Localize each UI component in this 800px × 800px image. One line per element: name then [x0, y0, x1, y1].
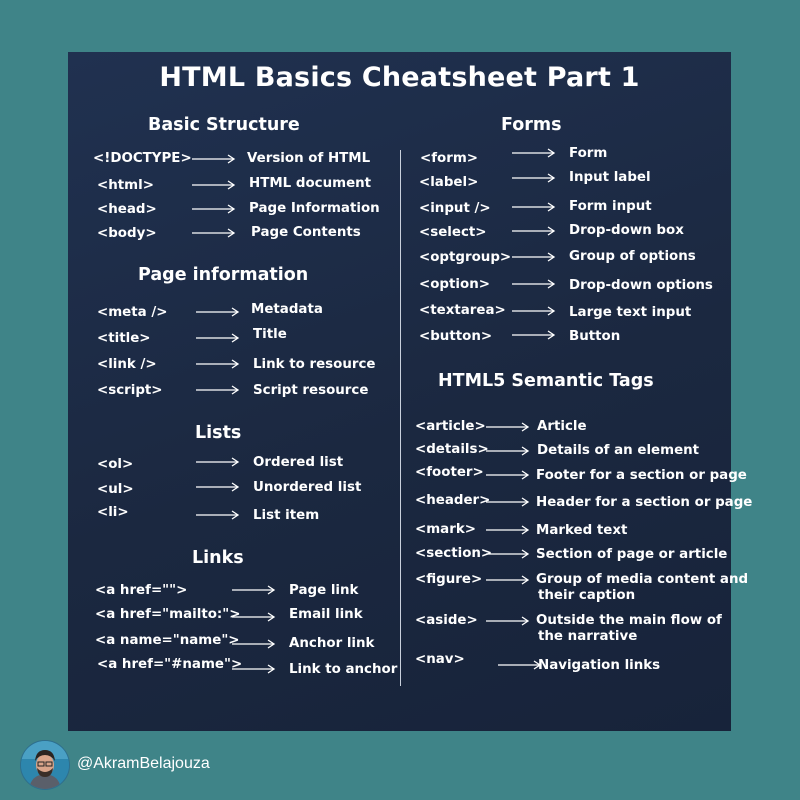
desc-a-href: Page link: [289, 583, 359, 598]
tag-button: <button>: [419, 329, 493, 344]
arrow-icon: [196, 510, 240, 520]
tag-link: <link />: [97, 357, 157, 372]
desc-a-name: Anchor link: [289, 636, 375, 651]
arrow-icon: [512, 252, 556, 262]
arrow-icon: [232, 639, 276, 649]
tag-a-mailto: <a href="mailto:">: [95, 607, 241, 622]
heading-lists: Lists: [195, 423, 242, 443]
tag-select: <select>: [419, 225, 487, 240]
desc-a-anchor: Link to anchor: [289, 662, 398, 677]
tag-head: <head>: [97, 202, 157, 217]
arrow-icon: [232, 664, 276, 674]
footer: [0, 731, 800, 800]
desc-aside-line2: the narrative: [538, 629, 638, 644]
desc-header: Header for a section or page: [536, 495, 753, 510]
arrow-icon: [196, 307, 240, 317]
arrow-icon: [486, 575, 530, 585]
arrow-icon: [486, 616, 530, 626]
tag-body: <body>: [97, 226, 157, 241]
tag-article: <article>: [415, 419, 486, 434]
tag-footer: <footer>: [415, 465, 484, 480]
tag-form: <form>: [420, 151, 479, 166]
arrow-icon: [486, 497, 530, 507]
desc-title: Title: [253, 327, 287, 342]
arrow-icon: [192, 204, 236, 214]
tag-nav: <nav>: [415, 652, 465, 667]
arrow-icon: [512, 330, 556, 340]
arrow-icon: [486, 525, 530, 535]
desc-link: Link to resource: [253, 357, 376, 372]
tag-mark: <mark>: [415, 522, 476, 537]
tag-ul: <ul>: [97, 482, 134, 497]
arrow-icon: [512, 279, 556, 289]
desc-aside: Outside the main flow of: [536, 613, 722, 628]
tag-details: <details>: [415, 442, 489, 457]
tag-ol: <ol>: [97, 457, 134, 472]
tag-figure: <figure>: [415, 572, 483, 587]
arrow-icon: [486, 549, 530, 559]
arrow-icon: [232, 585, 276, 595]
tag-html: <html>: [97, 178, 154, 193]
tag-a-href: <a href="">: [95, 583, 188, 598]
arrow-icon: [512, 173, 556, 183]
tag-li: <li>: [97, 505, 129, 520]
desc-figure: Group of media content and: [536, 572, 749, 587]
desc-body: Page Contents: [251, 225, 361, 240]
desc-textarea: Large text input: [569, 305, 692, 320]
arrow-icon: [512, 226, 556, 236]
desc-head: Page Information: [249, 201, 380, 216]
desc-html: HTML document: [249, 176, 372, 191]
arrow-icon: [512, 306, 556, 316]
heading-basic-structure: Basic Structure: [148, 115, 300, 135]
column-divider: [400, 150, 401, 686]
arrow-icon: [486, 446, 530, 456]
desc-ol: Ordered list: [253, 455, 344, 470]
tag-title: <title>: [97, 331, 151, 346]
desc-footer: Footer for a section or page: [536, 468, 747, 483]
desc-input: Form input: [569, 199, 652, 214]
arrow-icon: [486, 422, 530, 432]
arrow-icon: [512, 148, 556, 158]
desc-form: Form: [569, 146, 608, 161]
tag-script: <script>: [97, 383, 163, 398]
desc-figure-line2: their caption: [538, 588, 636, 603]
tag-textarea: <textarea>: [419, 303, 506, 318]
tag-optgroup: <optgroup>: [419, 250, 512, 265]
tag-a-name: <a name="name">: [95, 633, 240, 648]
page-title: HTML Basics Cheatsheet Part 1: [159, 62, 640, 93]
tag-option: <option>: [419, 277, 490, 292]
desc-select: Drop-down box: [569, 223, 684, 238]
desc-label: Input label: [569, 170, 651, 185]
desc-details: Details of an element: [537, 443, 700, 458]
tag-a-anchor: <a href="#name">: [97, 657, 243, 672]
desc-mark: Marked text: [536, 523, 628, 538]
arrow-icon: [486, 470, 530, 480]
arrow-icon: [232, 612, 276, 622]
cheatsheet-card: [68, 52, 753, 731]
desc-a-mailto: Email link: [289, 607, 363, 622]
desc-button: Button: [569, 329, 621, 344]
desc-nav: Navigation links: [538, 658, 661, 673]
heading-links: Links: [192, 548, 244, 568]
arrow-icon: [196, 482, 240, 492]
tag-header: <header>: [415, 493, 491, 508]
desc-ul: Unordered list: [253, 480, 362, 495]
heading-page-information: Page information: [138, 265, 309, 285]
heading-semantic-tags: HTML5 Semantic Tags: [438, 371, 654, 391]
arrow-icon: [498, 660, 542, 670]
desc-li: List item: [253, 508, 320, 523]
arrow-icon: [192, 154, 236, 164]
arrow-icon: [196, 333, 240, 343]
arrow-icon: [196, 385, 240, 395]
desc-article: Article: [537, 419, 587, 434]
arrow-icon: [512, 202, 556, 212]
desc-section: Section of page or article: [536, 547, 728, 562]
desc-option: Drop-down options: [569, 278, 713, 293]
tag-input: <input />: [419, 201, 491, 216]
arrow-icon: [192, 228, 236, 238]
tag-doctype: <!DOCTYPE>: [93, 151, 192, 166]
desc-script: Script resource: [253, 383, 369, 398]
author-handle[interactable]: @AkramBelajouza: [77, 755, 210, 772]
desc-optgroup: Group of options: [569, 249, 696, 264]
desc-meta: Metadata: [251, 302, 323, 317]
heading-forms: Forms: [501, 115, 562, 135]
desc-doctype: Version of HTML: [247, 151, 371, 166]
tag-meta: <meta />: [97, 305, 168, 320]
arrow-icon: [196, 457, 240, 467]
arrow-icon: [196, 359, 240, 369]
arrow-icon: [192, 180, 236, 190]
tag-label: <label>: [419, 175, 479, 190]
tag-aside: <aside>: [415, 613, 478, 628]
avatar[interactable]: [20, 740, 70, 790]
tag-section: <section>: [415, 546, 493, 561]
